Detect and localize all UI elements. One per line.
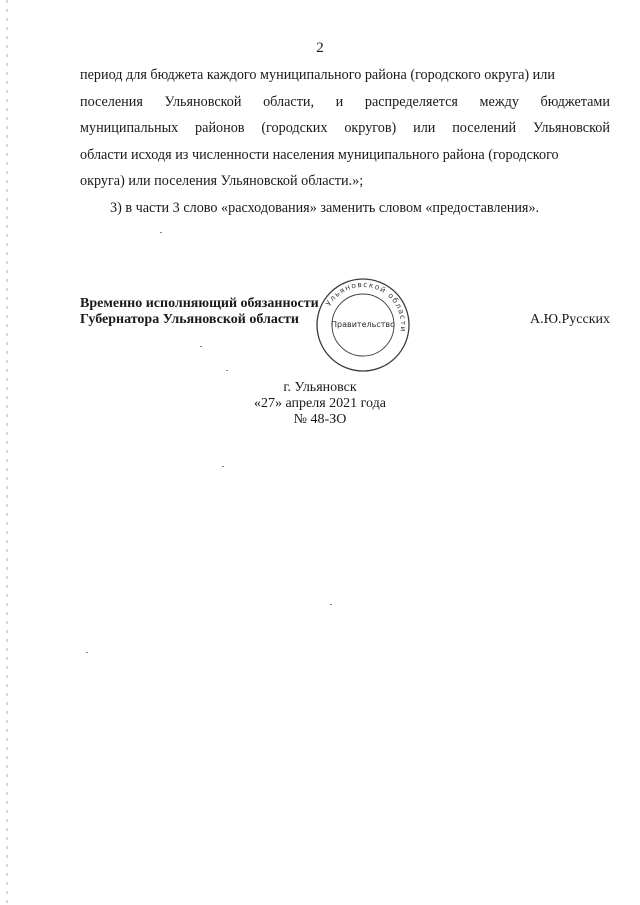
word: и xyxy=(335,93,344,110)
scan-speck xyxy=(200,346,202,347)
scan-speck xyxy=(226,370,228,371)
word: области, xyxy=(263,93,315,110)
scan-speck xyxy=(330,604,332,605)
signatory-name: А.Ю.Русских xyxy=(529,312,610,327)
law-number: № 48-ЗО xyxy=(293,412,347,427)
paragraph-1 xyxy=(80,62,610,195)
paragraph-1-line-1: период для бюджета каждого муниципального района (городского округа) или xyxy=(80,67,555,83)
signatory-title xyxy=(80,296,319,328)
page-edge xyxy=(6,0,8,905)
signatory-title-line-1: Временно исполняющий обязанности xyxy=(80,296,319,311)
scan-speck xyxy=(86,652,88,653)
scan-speck xyxy=(160,232,162,233)
word: поселения xyxy=(80,93,143,110)
official-seal xyxy=(313,275,413,375)
word: муниципальных xyxy=(80,120,179,137)
place-city: г. Ульяновск xyxy=(283,380,357,395)
word: Ульяновской xyxy=(532,120,610,137)
word: Ульяновской xyxy=(164,93,242,110)
body-text xyxy=(80,62,610,222)
word: бюджетами xyxy=(540,93,610,110)
paragraph-2-text: 3) в части 3 слово «расходования» заменить словом «предоставления». xyxy=(110,199,540,216)
word: или xyxy=(413,120,436,137)
word: поселений xyxy=(452,120,517,137)
paragraph-1-line-2 xyxy=(80,89,610,116)
page-number: 2 xyxy=(316,40,324,56)
law-date: «27» апреля 2021 года xyxy=(254,396,386,411)
paragraph-1-line-4: области исходя из численности населения муниципального района (городского xyxy=(80,146,559,163)
scan-speck xyxy=(222,466,224,467)
paragraph-2 xyxy=(80,195,610,222)
seal-ring-text: Ульяновской области xyxy=(323,279,409,334)
paragraph-1-line-3 xyxy=(80,115,610,142)
place-date-block xyxy=(0,380,640,428)
word: округов) xyxy=(344,120,397,137)
word: (городских xyxy=(261,120,328,137)
word: районов xyxy=(195,120,245,137)
signatory-title-line-2: Губернатора Ульяновской области xyxy=(80,312,299,327)
word: между xyxy=(479,93,519,110)
paragraph-1-line-5: округа) или поселения Ульяновской области.»; xyxy=(80,173,364,190)
word: распределяется xyxy=(364,93,458,110)
seal-center-text: Правительство xyxy=(331,320,395,329)
